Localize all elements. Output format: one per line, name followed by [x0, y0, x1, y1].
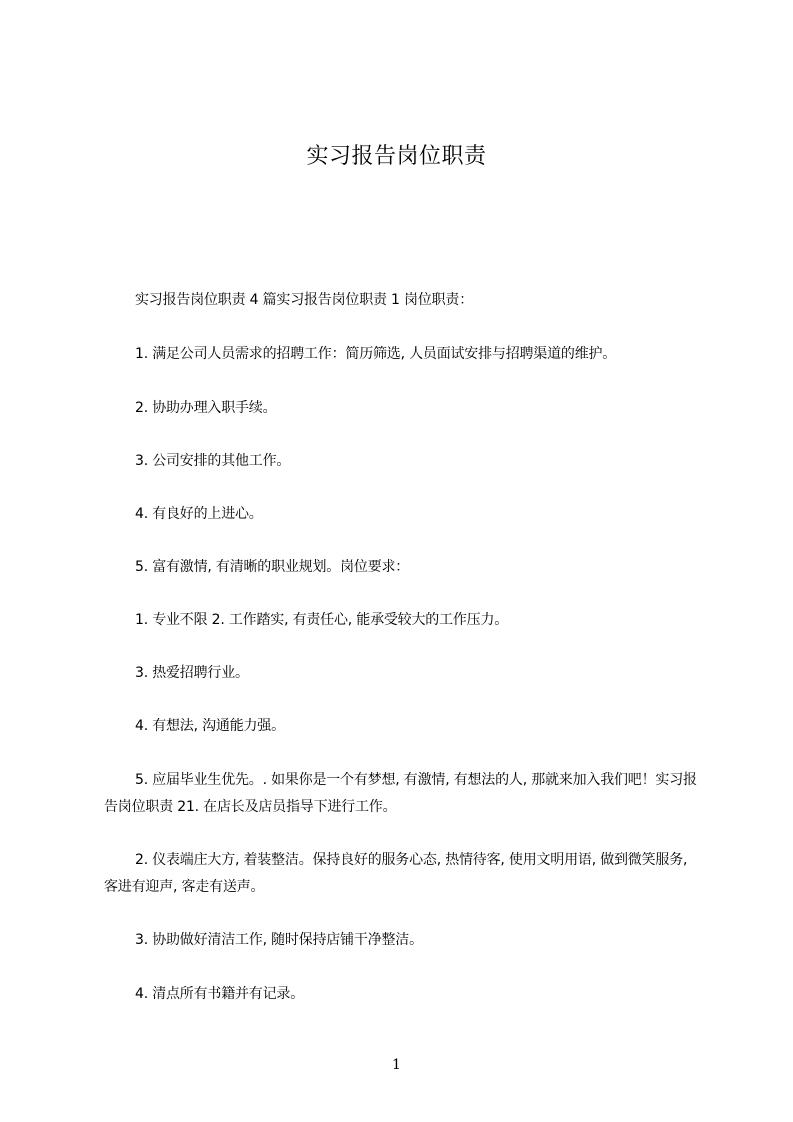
paragraph-duty-3: 3. 公司安排的其他工作。: [135, 453, 291, 469]
paragraph-requirement-5: 5. 应届毕业生优先。. 如果你是一个有梦想, 有激情, 有想法的人, 那就来加入我们吧！实习报告岗位职责 21. 在店长及店员指导下进行工作。: [104, 772, 697, 815]
paragraph-shop-duty-4: 4. 清点所有书籍并有记录。: [135, 986, 305, 1002]
paragraph-duty-1: 1. 满足公司人员需求的招聘工作：简历筛选, 人员面试安排与招聘渠道的维护。: [135, 346, 617, 362]
paragraph-requirement-1-2: 1. 专业不限 2. 工作踏实, 有责任心, 能承受较大的工作压力。: [135, 612, 509, 628]
paragraph-duty-4: 4. 有良好的上进心。: [135, 506, 263, 522]
paragraph-requirement-3: 3. 热爱招聘行业。: [135, 665, 249, 681]
paragraph-shop-duty-3: 3. 协助做好清洁工作, 随时保持店铺干净整洁。: [135, 932, 423, 948]
paragraph-duty-5: 5. 富有激情, 有清晰的职业规划。岗位要求：: [135, 559, 410, 575]
paragraph-intro: 实习报告岗位职责 4 篇实习报告岗位职责 1 岗位职责：: [135, 292, 474, 308]
paragraph-shop-duty-2: 2. 仪表端庄大方, 着装整洁。保持良好的服务心态, 热情待客, 使用文明用语, 做到微笑服务, 客进有迎声, 客走有送声。: [104, 852, 688, 895]
document-title: 实习报告岗位职责: [306, 144, 487, 169]
page-number: 1: [392, 1057, 401, 1073]
paragraph-requirement-4: 4. 有想法, 沟通能力强。: [135, 718, 285, 734]
paragraph-duty-2: 2. 协助办理入职手续。: [135, 400, 277, 416]
